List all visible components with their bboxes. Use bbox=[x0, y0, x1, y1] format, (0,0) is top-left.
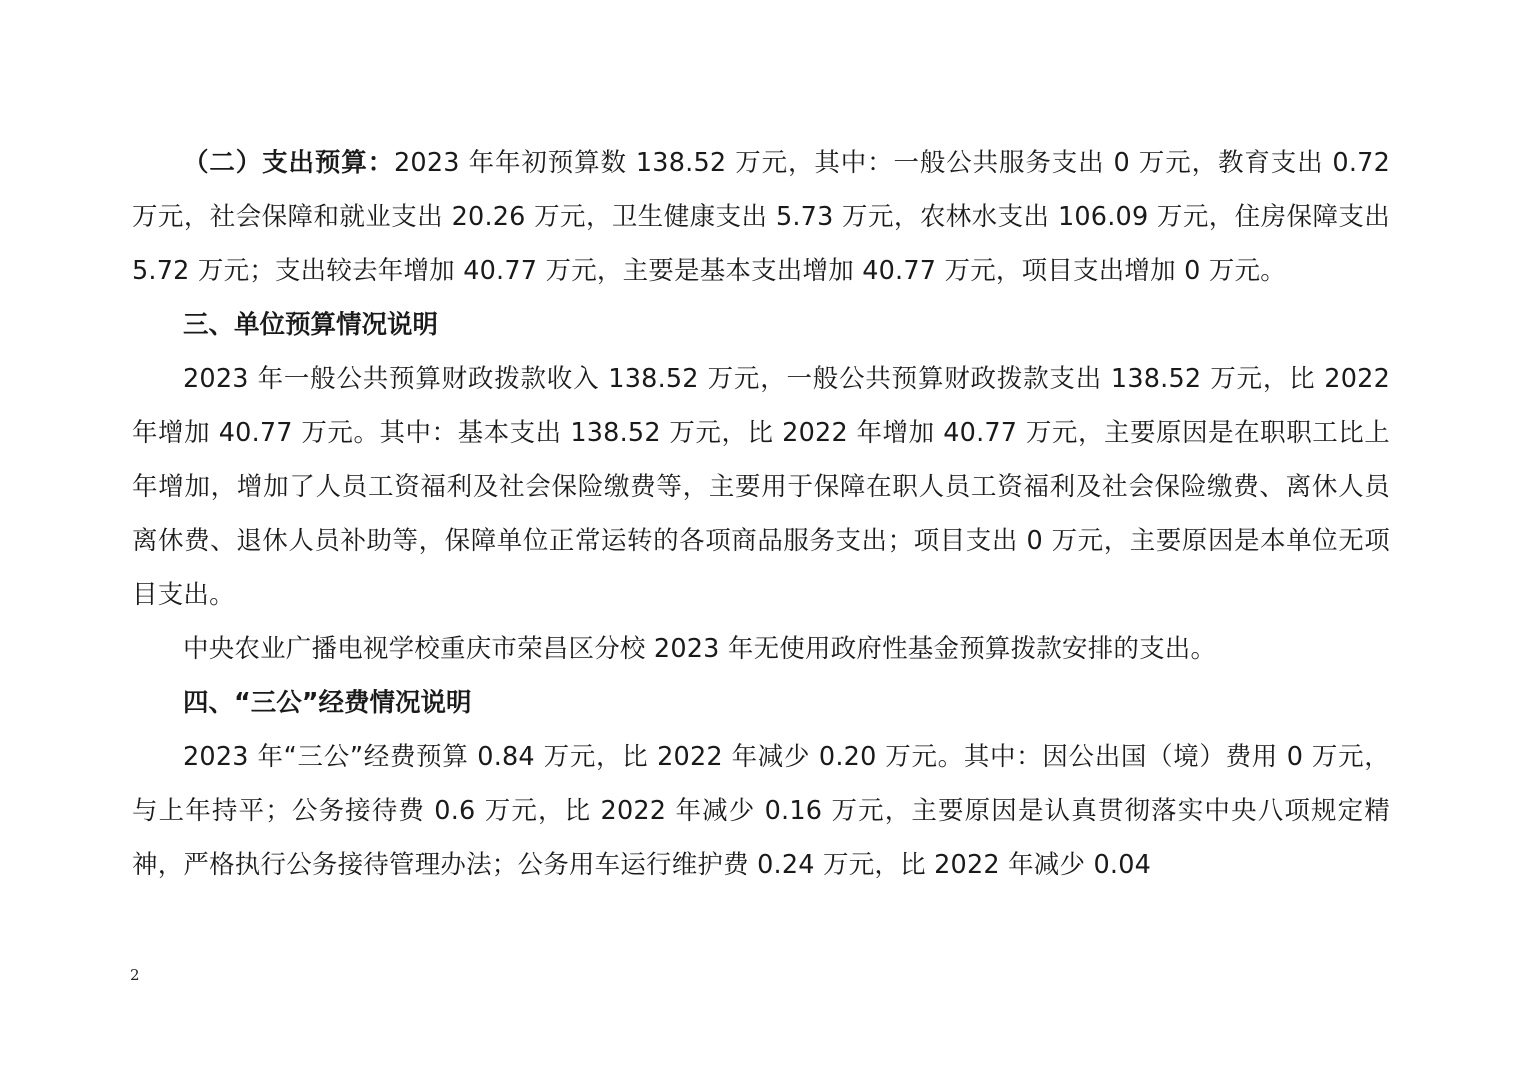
expense-budget-lead: （二）支出预算： bbox=[183, 148, 394, 178]
expense-budget-paragraph bbox=[132, 136, 1390, 298]
government-fund-paragraph: 中央农业广播电视学校重庆市荣昌区分校 2023 年无使用政府性基金预算拨款安排的支出。 bbox=[183, 634, 1217, 664]
section-three-heading: 三、单位预算情况说明 bbox=[183, 310, 439, 340]
page-number: 2 bbox=[130, 966, 140, 984]
section-four-heading: 四、“三公”经费情况说明 bbox=[183, 688, 472, 718]
expense-budget-text: 2023 年年初预算数 138.52 万元，其中：一般公共服务支出 0 万元，教育支出 0.72 万元，社会保障和就业支出 20.26 万元，卫生健康支出 5.73 万元，农林水支出 106.09 万元，住房保障支出 5.72 万元；支出较去年增加 40.77 万元，主要是基本支出增加 40.77 万元，项目支出增加 0 万元。 bbox=[132, 148, 1391, 286]
unit-budget-paragraph: 2023 年一般公共预算财政拨款收入 138.52 万元，一般公共预算财政拨款支出 138.52 万元，比 2022 年增加 40.77 万元。其中：基本支出 138.52 万元，比 2022 年增加 40.77 万元，主要原因是在职职工比上年增加，增加了人员工资福利及社会保险缴费等，主要用于保障在职人员工资福利及社会保险缴费、离休人员离休费、退休人员补助等，保障单位正常运转的各项商品服务支出；项目支出 0 万元，主要原因是本单位无项目支出。 bbox=[132, 364, 1390, 610]
three-public-expense-paragraph: 2023 年“三公”经费预算 0.84 万元，比 2022 年减少 0.20 万元。其中：因公出国（境）费用 0 万元，与上年持平；公务接待费 0.6 万元，比 2022 年减少 0.16 万元，主要原因是认真贯彻落实中央八项规定精神，严格执行公务接待管理办法；公务用车运行维护费 0.24 万元，比 2022 年减少 0.04 bbox=[132, 742, 1390, 880]
document-body bbox=[132, 136, 1390, 892]
